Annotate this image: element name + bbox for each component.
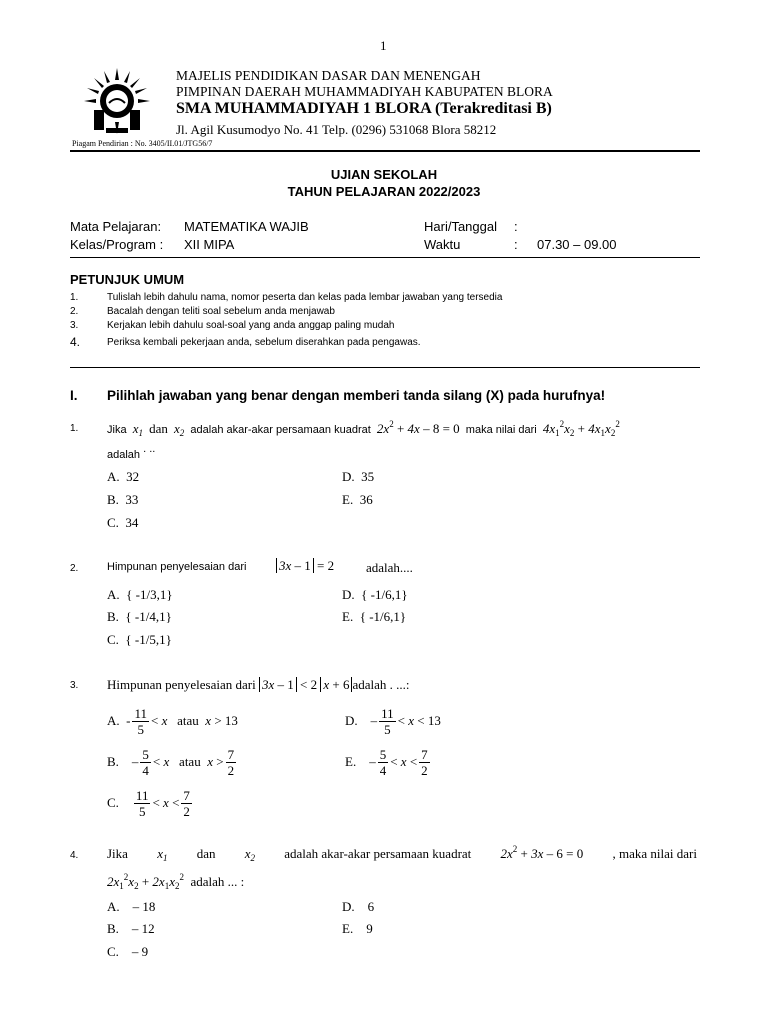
charter-text: Piagam Pendirian : No. 3405/II.01/JTG56/7 — [72, 139, 213, 148]
school-address: Jl. Agil Kusumodyo No. 41 Telp. (0296) 531068 Blora 58212 — [176, 122, 497, 137]
header-rule — [70, 150, 700, 152]
answer-option[interactable]: D. 6 — [342, 899, 375, 914]
answer-option[interactable]: E. 36 — [342, 492, 373, 507]
exam-year: TAHUN PELAJARAN 2022/2023 — [287, 184, 481, 199]
answer-option[interactable]: C. $\frac{11}{5}$ < x < $\frac{7}{2}$ — [107, 787, 190, 819]
instructions-heading: PETUNJUK UMUM — [70, 272, 185, 287]
question-number: 3. — [70, 680, 79, 691]
question-number: 1. — [70, 423, 79, 434]
instructions-rule — [70, 367, 700, 368]
answer-option[interactable]: B. { -1/4,1} — [107, 609, 172, 624]
class-label: Kelas/Program : — [70, 237, 164, 252]
question-2-equation: 3x – 1 = 2 — [276, 558, 334, 574]
day-colon: : — [514, 219, 518, 234]
answer-option[interactable]: D. { -1/6,1} — [342, 587, 408, 602]
page-number: 1 — [380, 38, 387, 53]
answer-option[interactable]: C. 34 — [107, 515, 139, 530]
time-colon: : — [514, 237, 518, 252]
header-line2: PIMPINAN DAERAH MUHAMMADIYAH KABUPATEN BLORA — [176, 84, 553, 99]
school-logo — [82, 66, 152, 136]
instruction-num: 2. — [70, 306, 79, 317]
answer-option[interactable]: A. { -1/3,1} — [107, 587, 173, 602]
answer-option[interactable]: D. – $\frac{11}{5}$ < x < 13 — [345, 705, 441, 737]
question-1-adalah: adalah . .. — [107, 443, 156, 461]
instruction-text: Bacalah dengan teliti soal sebelum anda menjawab — [107, 306, 335, 317]
instruction-text: Periksa kembali pekerjaan anda, sebelum diserahkan pada pengawas. — [107, 337, 421, 348]
instruction-num: 3. — [70, 320, 79, 331]
answer-option[interactable]: B. 33 — [107, 492, 139, 507]
answer-option[interactable]: E. 9 — [342, 921, 373, 936]
answer-option[interactable]: D. 35 — [342, 469, 375, 484]
answer-option[interactable]: A. – 18 — [107, 899, 156, 914]
subject-label: Mata Pelajaran: — [70, 219, 162, 234]
answer-option[interactable]: E. – $\frac{5}{4}$ < x < $\frac{7}{2}$ — [345, 746, 428, 778]
answer-option[interactable]: A. - $\frac{11}{5}$ < x atau x > 13 — [107, 705, 238, 737]
subject-value: MATEMATIKA WAJIB — [184, 219, 309, 234]
exam-title: UJIAN SEKOLAH — [330, 167, 438, 182]
question-2-tail: adalah.... — [366, 560, 413, 575]
instruction-text: Tulislah lebih dahulu nama, nomor peserta dan kelas pada lembar jawaban yang tersedia — [107, 292, 503, 303]
question-1-text: Jika $x_1$ dan $x_2$ adalah akar-akar persamaan kuadrat $2x^2 + 4x - 8 = 0$ maka nilai dari $4x_1^2x_2 + 4x_1x_2^2$ — [107, 419, 620, 438]
class-value: XII MIPA — [184, 237, 235, 252]
question-2-lead: Himpunan penyelesaian dari — [107, 561, 247, 573]
school-name: SMA MUHAMMADIYAH 1 BLORA (Terakreditasi B) — [176, 100, 552, 117]
time-value: 07.30 – 09.00 — [537, 237, 617, 252]
header-line1: MAJELIS PENDIDIKAN DASAR DAN MENENGAH — [176, 68, 481, 83]
question-4-expression: $2x_1^2x_2 + 2x_1x_2^2$ adalah ... : — [107, 872, 245, 891]
answer-option[interactable]: B. – $\frac{5}{4}$ < x atau x > $\frac{7}{2}$ — [107, 746, 235, 778]
instruction-text: Kerjakan lebih dahulu soal-soal yang anda anggap paling mudah — [107, 320, 395, 331]
section-number: I. — [70, 388, 78, 403]
instruction-num: 1. — [70, 292, 79, 303]
day-label: Hari/Tanggal — [424, 219, 497, 234]
section-title: Pilihlah jawaban yang benar dengan memberi tanda silang (X) pada hurufnya! — [107, 388, 606, 403]
answer-option[interactable]: A. 32 — [107, 469, 140, 484]
answer-option[interactable]: C. { -1/5,1} — [107, 632, 172, 647]
info-rule — [70, 257, 700, 258]
time-label: Waktu — [424, 237, 461, 252]
question-number: 2. — [70, 563, 79, 574]
answer-option[interactable]: B. – 12 — [107, 921, 155, 936]
answer-option[interactable]: C. – 9 — [107, 944, 149, 959]
question-3-text: Himpunan penyelesaian dari 3x – 1 < 2 x + 6 adalah . ...: — [107, 677, 410, 692]
instruction-num: 4. — [70, 335, 81, 349]
question-4-text: Jika $x_1$ dan $x_2$ adalah akar-akar persamaan kuadrat $2x^2 + 3x - 6 = 0$ , maka nilai dari — [107, 844, 697, 863]
question-number: 4. — [70, 850, 79, 861]
answer-option[interactable]: E. { -1/6,1} — [342, 609, 407, 624]
